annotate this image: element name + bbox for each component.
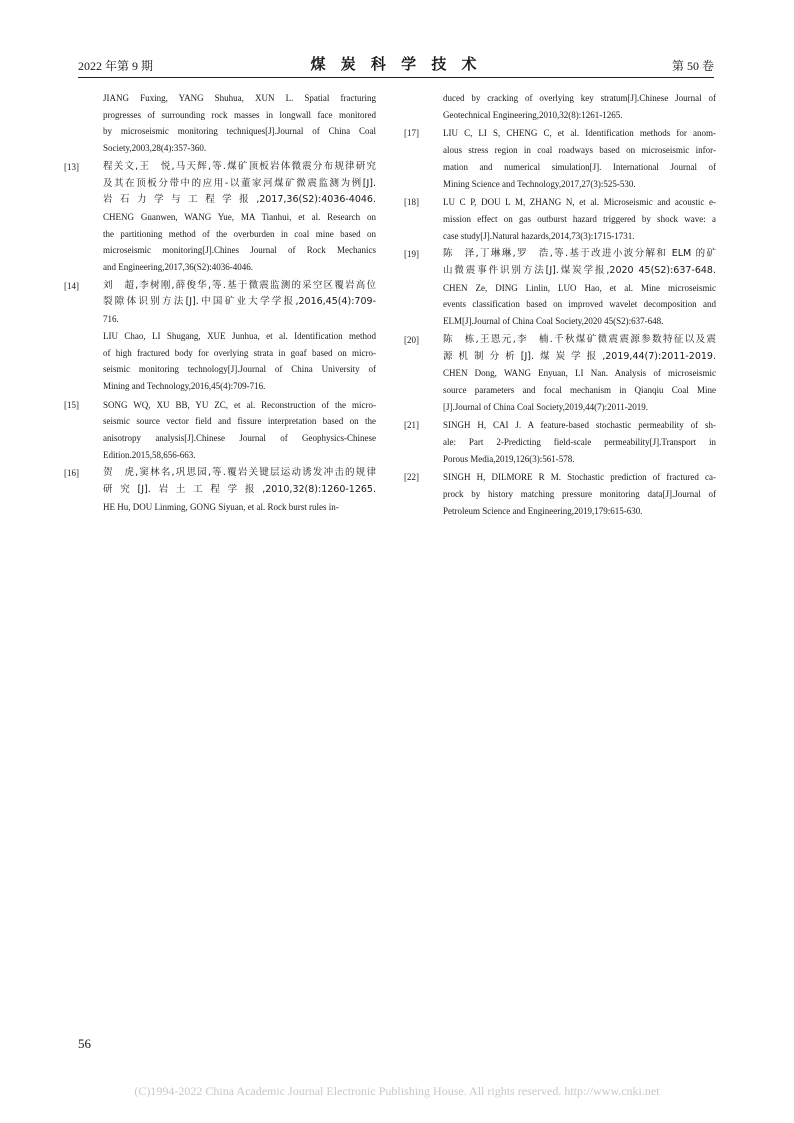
reference-text-line: 陈 栋,王恩元,李 楠.千秋煤矿微震震源参数特征以及震	[443, 333, 716, 345]
reference-text-line: 岩石力学与工程学报,2017,36(S2):4036-4046.	[103, 194, 376, 206]
reference-text-line: ELM[J].Journal of China Coal Society,2020 45(S2):637-648.	[443, 316, 664, 327]
reference-text-line: ale: Part 2-Predicting field-scale permeability[J].Transport in	[443, 437, 716, 448]
reference-entry	[404, 469, 716, 519]
reference-text-line: 陈 泽,丁琳琳,罗 浩,等.基于改进小波分解和 ELM 的矿	[443, 248, 716, 260]
reference-number: [19]	[404, 249, 419, 260]
reference-number: [22]	[404, 472, 419, 483]
reference-number: [21]	[404, 420, 419, 431]
reference-text-line: duced by cracking of overlying key stratum[J].Chinese Journal of	[443, 93, 716, 103]
reference-text-line: 刘 超,李树刚,薛俊华,等.基于微震监测的采空区覆岩高位	[103, 279, 376, 291]
reference-text-line: progresses of surrounding rock masses in longwall face monitored	[103, 109, 376, 120]
reference-entry	[64, 278, 376, 395]
reference-text-line: CHEN Ze, DING Linlin, LUO Hao, et al. Mine microseismic	[443, 282, 716, 293]
references-left-column	[64, 90, 376, 518]
issue-label: 2022 年第 9 期	[78, 59, 154, 73]
reference-text-line: 程关文,王 悦,马天辉,等.煤矿顶板岩体微震分布规律研究	[103, 160, 376, 172]
reference-entry	[404, 194, 716, 244]
reference-text-line: source parameters and focal mechanism in Qianqiu Coal Mine	[443, 384, 716, 395]
reference-text-line: Geotechnical Engineering,2010,32(8):1261-1265.	[443, 109, 623, 120]
journal-title: 煤 炭 科 学 技 术	[310, 55, 482, 73]
reference-number: [13]	[64, 161, 79, 172]
reference-text-line: Society,2003,28(4):357-360.	[103, 143, 207, 154]
reference-number: [20]	[404, 334, 419, 345]
reference-text-line: HE Hu, DOU Linming, GONG Siyuan, et al. Rock burst rules in-	[103, 501, 339, 512]
reference-text-line: microseismic monitoring[J].Chines Journal of Rock Mechanics	[103, 245, 376, 256]
reference-text-line: CHEN Dong, WANG Enyuan, LI Nan. Analysis of microseismic	[443, 368, 716, 379]
reference-number: [16]	[64, 468, 79, 479]
reference-text-line: seismic source vector field and fissure interpretation based on the	[103, 416, 376, 427]
reference-text-line: 716.	[103, 314, 119, 325]
reference-entry	[404, 246, 716, 330]
reference-text-line: [J].Journal of China Coal Society,2019,44(7):2011-2019.	[443, 401, 649, 412]
reference-entry	[418, 90, 716, 123]
copyright-footer: (C)1994-2022 China Academic Journal Electronic Publishing House. All rights reserved. http://www.cnki.net	[134, 1084, 660, 1098]
reference-text-line: Petroleum Science and Engineering,2019,179:615-630.	[443, 505, 643, 516]
reference-text-line: JIANG Fuxing, YANG Shuhua, XUN L. Spatial fracturing	[103, 93, 376, 103]
reference-text-line: anisotropy analysis[J].Chinese Journal of Geophysics-Chinese	[103, 433, 376, 444]
reference-text-line: Mining Science and Technology,2017,27(3):525-530.	[443, 178, 636, 189]
reference-text-line: the partitioning method of the overburden in coal mine based on	[103, 228, 376, 239]
reference-text-line: case study[J].Natural hazards,2014,73(3):1715-1731.	[443, 230, 635, 241]
reference-text-line: by microseismic monitoring techniques[J].Journal of China Coal	[103, 126, 376, 137]
reference-text-line: and Engineering,2017,36(S2):4036-4046.	[103, 262, 253, 273]
reference-text-line: LU C P, DOU L M, ZHANG N, et al. Microseismic and acoustic e-	[443, 197, 716, 208]
reference-text-line: seismic monitoring technology[J].Journal of China University of	[103, 364, 376, 375]
reference-text-line: 山微震事件识别方法[J].煤炭学报,2020 45(S2):637-648.	[443, 265, 716, 277]
reference-entry	[64, 397, 376, 464]
reference-number: [15]	[64, 399, 79, 410]
reference-text-line: SONG WQ, XU BB, YU ZC, et al. Reconstruction of the micro-	[103, 399, 376, 410]
reference-number: [17]	[404, 128, 419, 139]
reference-text-line: Edition.2015,58,656-663.	[103, 449, 196, 460]
reference-text-line: Porous Media,2019,126(3):561-578.	[443, 453, 575, 464]
reference-entry	[78, 90, 376, 157]
reference-entry	[404, 125, 716, 192]
reference-text-line: 及其在顶板分带中的应用-以董家河煤矿微震监测为例[J].	[103, 177, 376, 189]
reference-entry	[404, 417, 716, 467]
reference-text-line: SINGH H, DILMORE R M. Stochastic prediction of fractured ca-	[443, 472, 716, 483]
reference-entry	[64, 159, 376, 276]
references-right-column	[404, 90, 716, 522]
reference-text-line: alous stress region in coal roadways based on microseismic infor-	[443, 145, 716, 156]
running-header	[78, 51, 714, 78]
reference-text-line: 裂隙体识别方法[J].中国矿业大学学报,2016,45(4):709-	[103, 296, 376, 308]
reference-text-line: LIU C, LI S, CHENG C, et al. Identification methods for anom-	[443, 128, 716, 139]
reference-text-line: CHENG Guanwen, WANG Yue, MA Tianhui, et al. Research on	[103, 211, 376, 222]
reference-text-line: 源机制分析[J].煤炭学报,2019,44(7):2011-2019.	[443, 350, 716, 362]
reference-text-line: prock by history matching pressure monitoring data[J].Journal of	[443, 489, 716, 500]
reference-text-line: of high fractured body for overlying strata in goaf based on micro-	[103, 347, 376, 358]
reference-text-line: mission effect on gas outburst hazard triggered by shock wave: a	[443, 213, 716, 224]
reference-text-line: Mining and Technology,2016,45(4):709-716.	[103, 380, 266, 391]
reference-text-line: events classification based on improved wavelet decomposition and	[443, 299, 716, 310]
reference-text-line: 研究[J].岩土工程学报,2010,32(8):1260-1265.	[103, 484, 376, 496]
reference-text-line: 贺 虎,窦林名,巩思园,等.覆岩关键层运动诱发冲击的规律	[103, 467, 376, 479]
reference-text-line: mation and numerical simulation[J]. International Journal of	[443, 161, 716, 172]
reference-entry	[404, 332, 716, 416]
reference-number: [18]	[404, 197, 419, 208]
reference-entry	[64, 465, 376, 515]
reference-number: [14]	[64, 280, 79, 291]
reference-text-line: LIU Chao, LI Shugang, XUE Junhua, et al. Identification method	[103, 330, 376, 341]
reference-text-line: SINGH H, CAI J. A feature-based stochastic permeability of sh-	[443, 420, 716, 431]
page-number: 56	[78, 1036, 91, 1051]
volume-label: 第 50 卷	[671, 59, 714, 73]
